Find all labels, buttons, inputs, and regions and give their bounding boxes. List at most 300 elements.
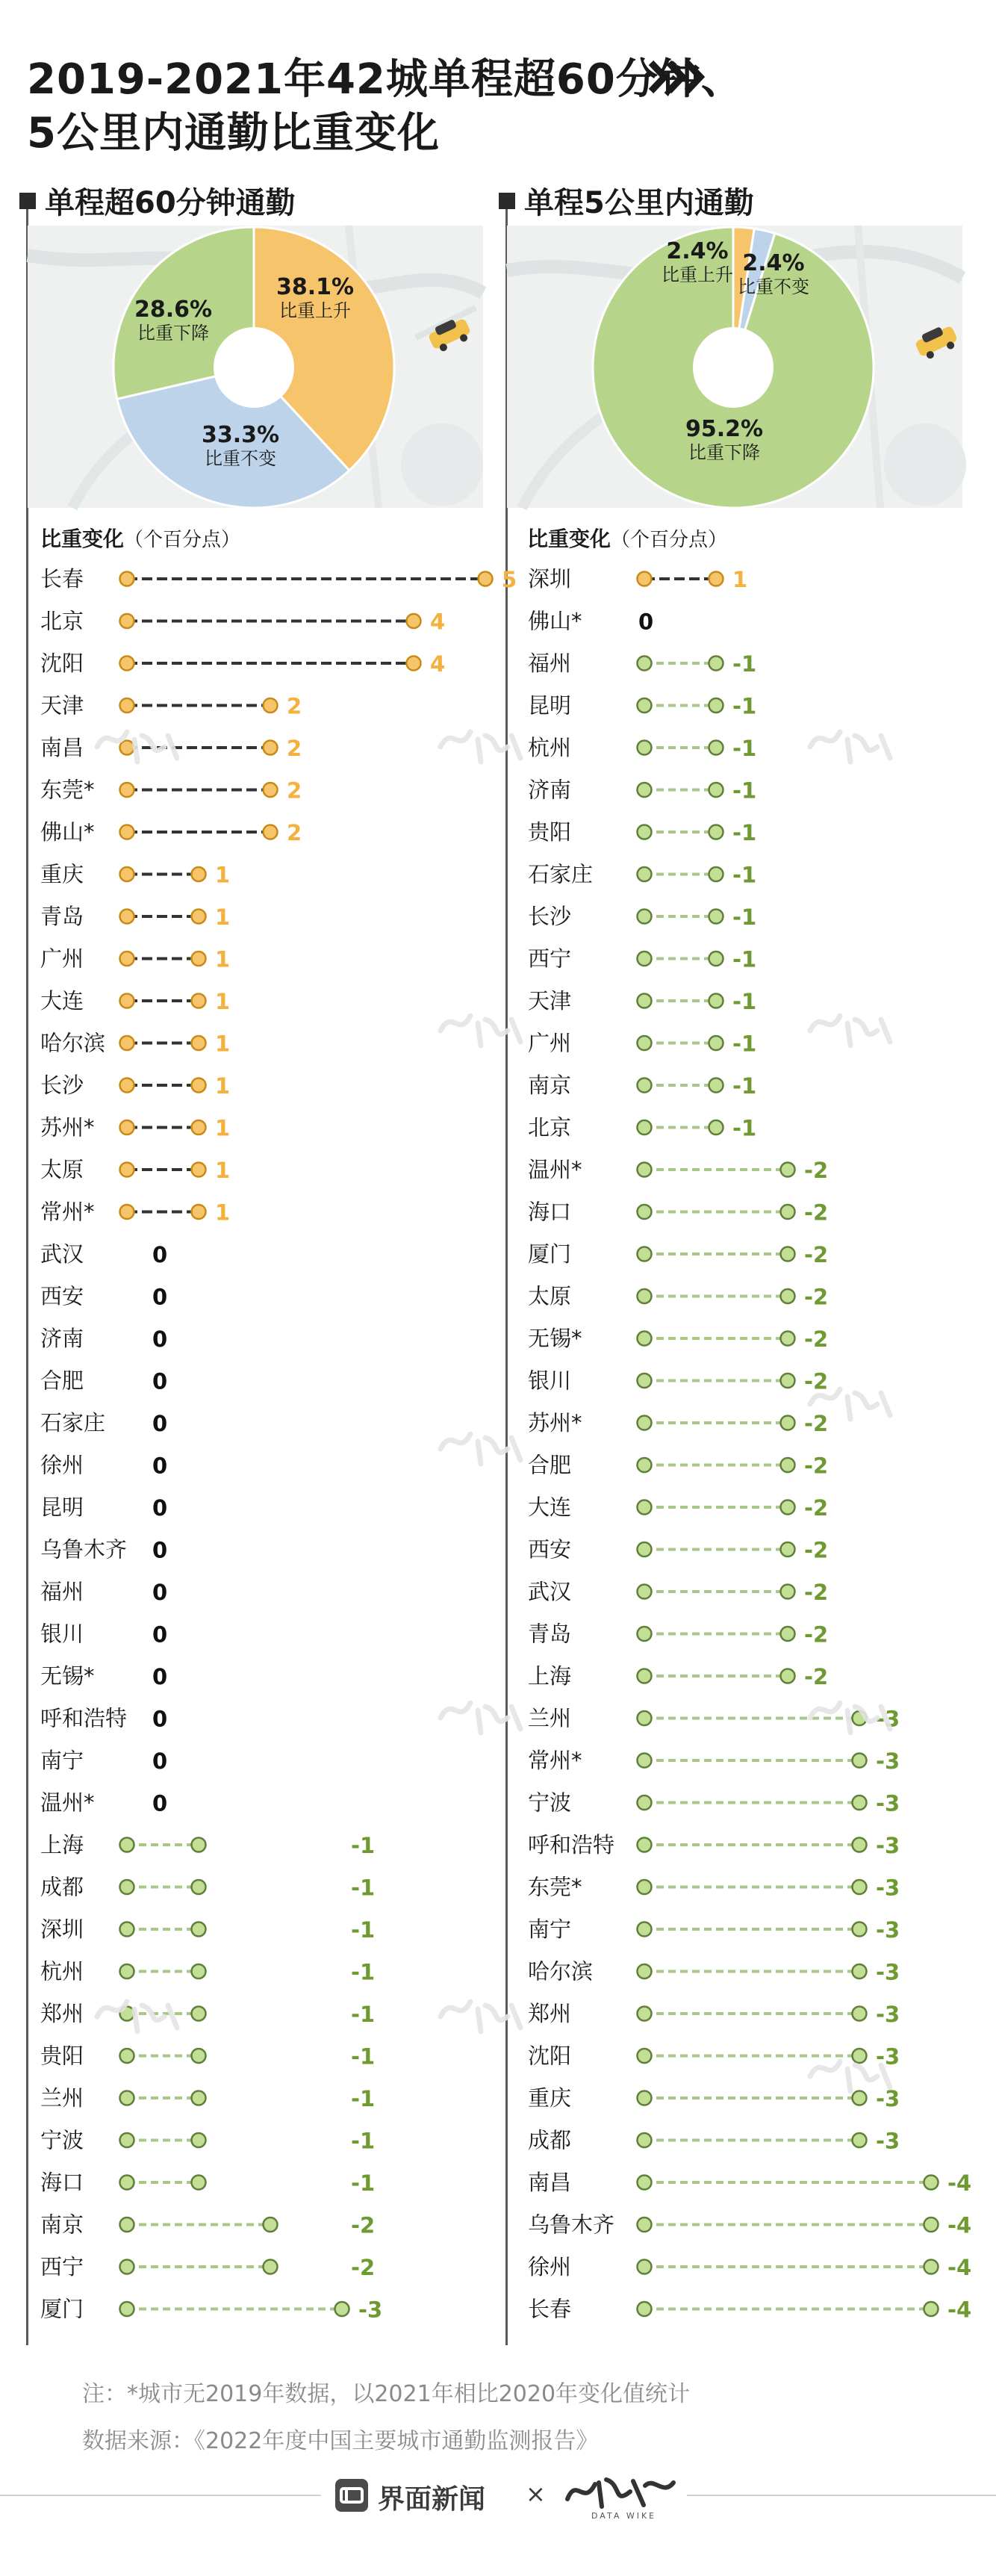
value-label: 0	[152, 1537, 168, 1563]
end-dot	[781, 1585, 795, 1599]
start-dot	[638, 1880, 652, 1894]
value-label: -1	[351, 2043, 376, 2070]
city-label: 北京	[528, 1114, 572, 1140]
start-dot	[638, 2133, 652, 2147]
value-label: -1	[351, 1833, 376, 1858]
end-dot	[479, 572, 493, 586]
value-label: 0	[152, 1326, 168, 1352]
end-dot	[781, 1416, 795, 1430]
start-dot	[638, 1289, 652, 1303]
start-dot	[638, 2176, 652, 2190]
city-label: 广州	[40, 946, 84, 972]
value-label: -1	[351, 1875, 376, 1901]
end-dot	[853, 2133, 867, 2147]
city-label: 昆明	[40, 1495, 84, 1520]
end-dot	[709, 741, 723, 755]
value-label: -2	[804, 1495, 829, 1521]
value-label: -1	[732, 862, 757, 888]
start-dot	[638, 1163, 652, 1177]
value-label: 1	[215, 1073, 231, 1099]
city-label: 青岛	[528, 1621, 572, 1647]
value-label: 0	[152, 1748, 168, 1774]
city-label: 长春	[40, 566, 84, 592]
value-label: 1	[215, 1115, 231, 1141]
start-dot	[120, 910, 134, 924]
value-label: 0	[638, 609, 654, 635]
start-dot	[638, 2049, 652, 2063]
value-label: 1	[732, 567, 748, 592]
start-dot	[120, 1922, 134, 1937]
city-label: 福州	[40, 1579, 84, 1604]
footer-rule-left	[0, 2495, 321, 2496]
city-label: 成都	[528, 2127, 572, 2153]
start-dot	[638, 1964, 652, 1978]
end-dot	[192, 1036, 206, 1050]
end-dot	[781, 1458, 795, 1472]
chevrons-icon	[648, 58, 708, 96]
start-dot	[638, 783, 652, 797]
start-dot	[638, 657, 652, 671]
brand-name: 界面新闻	[378, 2484, 486, 2515]
start-dot	[120, 2260, 134, 2274]
start-dot	[120, 614, 134, 628]
value-label: -3	[876, 2002, 900, 2027]
start-dot	[120, 657, 134, 671]
end-dot	[709, 572, 723, 586]
brand-separator: ×	[526, 2480, 546, 2508]
city-label: 福州	[528, 651, 572, 676]
start-dot	[638, 910, 652, 924]
right-dumbbell-chart	[498, 556, 996, 2327]
slice-category-label: 比重不变	[738, 276, 809, 297]
start-dot	[120, 867, 134, 881]
value-label: 1	[215, 1031, 231, 1057]
city-label: 南京	[528, 1073, 572, 1098]
city-label: 济南	[40, 1326, 84, 1351]
end-dot	[192, 2049, 206, 2063]
city-label: 东莞*	[528, 1874, 582, 1900]
end-dot	[853, 1754, 867, 1768]
title-line-2: 5公里内通勤比重变化	[27, 109, 440, 158]
end-dot	[192, 1922, 206, 1937]
start-dot	[638, 1078, 652, 1093]
start-dot	[638, 1500, 652, 1515]
value-label: -2	[804, 1537, 829, 1563]
change-label-text: 比重变化	[40, 527, 125, 551]
footnote: 注：*城市无2019年数据，以2021年相比2020年变化值统计	[82, 2381, 691, 2407]
city-label: 石家庄	[40, 1410, 106, 1436]
end-dot	[853, 2007, 867, 2021]
value-label: 0	[152, 1242, 168, 1267]
start-dot	[638, 1542, 652, 1557]
left-section-title: 单程超60分钟通勤	[45, 186, 296, 220]
value-label: -2	[351, 2212, 376, 2238]
end-dot	[781, 1669, 795, 1683]
start-dot	[638, 2091, 652, 2105]
value-label: 2	[287, 820, 302, 845]
city-label: 东莞*	[40, 777, 95, 803]
city-label: 南昌	[40, 735, 84, 760]
slice-category-label: 比重不变	[205, 448, 276, 469]
end-dot	[853, 2049, 867, 2063]
city-label: 温州*	[528, 1157, 582, 1182]
taxi-icon	[423, 315, 476, 353]
value-label: 4	[430, 651, 446, 677]
city-label: 南京	[40, 2212, 84, 2238]
start-dot	[638, 1205, 652, 1219]
value-label: 0	[152, 1284, 168, 1310]
city-label: 杭州	[40, 1958, 84, 1984]
left-section-marker	[19, 193, 36, 209]
end-dot	[853, 2091, 867, 2105]
start-dot	[120, 825, 134, 839]
change-unit-text: （个百分点）	[124, 529, 241, 551]
end-dot	[709, 825, 723, 839]
city-label: 天津	[40, 692, 84, 719]
value-label: -1	[351, 2086, 376, 2111]
start-dot	[120, 2176, 134, 2190]
start-dot	[638, 1120, 652, 1135]
value-label: 0	[152, 1453, 168, 1479]
city-label: 上海	[528, 1663, 572, 1689]
value-label: -1	[732, 1115, 757, 1141]
start-dot	[638, 1247, 652, 1261]
start-dot	[638, 698, 652, 713]
city-label: 温州*	[40, 1790, 95, 1816]
end-dot	[192, 1078, 206, 1093]
city-label: 合肥	[528, 1452, 572, 1478]
city-label: 贵阳	[528, 819, 572, 845]
end-dot	[264, 2217, 278, 2232]
value-label: -2	[804, 1284, 829, 1310]
start-dot	[638, 2302, 652, 2316]
city-label: 昆明	[528, 692, 572, 719]
value-label: -3	[876, 2128, 900, 2154]
value-label: -3	[876, 1875, 900, 1901]
end-dot	[781, 1627, 795, 1641]
end-dot	[192, 1838, 206, 1852]
city-label: 西宁	[40, 2254, 84, 2279]
city-label: 宁波	[40, 2127, 84, 2153]
city-label: 郑州	[40, 2001, 84, 2026]
value-label: -1	[732, 989, 757, 1014]
value-label: 0	[152, 1706, 168, 1732]
value-label: -3	[876, 2086, 900, 2111]
value-label: 0	[152, 1495, 168, 1521]
start-dot	[120, 1078, 134, 1093]
end-dot	[709, 698, 723, 713]
end-dot	[192, 867, 206, 881]
end-dot	[192, 1120, 206, 1135]
value-label: 2	[287, 693, 302, 719]
start-dot	[120, 572, 134, 586]
start-dot	[120, 1880, 134, 1894]
start-dot	[120, 1163, 134, 1177]
value-label: -1	[732, 1031, 757, 1057]
start-dot	[638, 1627, 652, 1641]
end-dot	[264, 2260, 278, 2274]
city-label: 深圳	[40, 1917, 84, 1942]
value-label: 1	[215, 862, 231, 888]
value-label: -1	[732, 946, 757, 972]
end-dot	[192, 994, 206, 1008]
city-label: 长沙	[528, 904, 572, 929]
end-dot	[924, 2260, 939, 2274]
value-label: -2	[804, 1621, 829, 1648]
value-label: -1	[351, 2002, 376, 2027]
start-dot	[120, 2091, 134, 2105]
end-dot	[781, 1500, 795, 1515]
value-label: -1	[732, 1073, 757, 1099]
value-label: 2	[287, 778, 302, 804]
end-dot	[264, 698, 278, 713]
city-label: 哈尔滨	[40, 1030, 106, 1056]
city-label: 呼和浩特	[528, 1832, 615, 1857]
value-label: -3	[876, 1790, 900, 1816]
end-dot	[407, 657, 421, 671]
city-label: 银川	[528, 1368, 572, 1394]
city-label: 西安	[528, 1536, 572, 1562]
taxi-icon	[910, 323, 962, 360]
start-dot	[638, 2007, 652, 2021]
end-dot	[924, 2302, 939, 2316]
value-label: -4	[947, 2170, 972, 2196]
jiemian-logo-icon	[334, 2478, 369, 2513]
value-label: 2	[287, 736, 302, 761]
slice-percent-label: 95.2%	[685, 416, 764, 442]
city-label: 兰州	[40, 2085, 84, 2111]
value-label: -2	[804, 1326, 829, 1352]
start-dot	[638, 994, 652, 1008]
end-dot	[709, 1036, 723, 1050]
start-dot	[638, 1416, 652, 1430]
city-label: 银川	[40, 1621, 84, 1647]
value-label: 0	[152, 1664, 168, 1689]
slice-percent-label: 28.6%	[134, 297, 213, 323]
slice-category-label: 比重下降	[137, 323, 209, 344]
end-dot	[781, 1542, 795, 1557]
footer-rule-right	[687, 2495, 996, 2496]
city-label: 佛山*	[40, 819, 95, 845]
city-label: 西宁	[528, 946, 572, 972]
end-dot	[192, 952, 206, 966]
value-label: -3	[876, 2043, 900, 2070]
value-label: 0	[152, 1790, 168, 1816]
value-label: -2	[804, 1580, 829, 1605]
end-dot	[709, 783, 723, 797]
value-label: 0	[152, 1368, 168, 1394]
city-label: 宁波	[528, 1790, 572, 1816]
value-label: -1	[732, 651, 757, 677]
start-dot	[120, 994, 134, 1008]
start-dot	[120, 783, 134, 797]
slice-percent-label: 2.4%	[666, 238, 729, 264]
city-label: 无锡*	[528, 1326, 582, 1351]
value-label: 1	[215, 946, 231, 972]
slice-percent-label: 38.1%	[276, 274, 355, 300]
right-section-title: 单程5公里内通勤	[524, 186, 754, 220]
city-label: 厦门	[528, 1241, 572, 1267]
start-dot	[638, 1374, 652, 1388]
city-label: 郑州	[528, 2001, 572, 2026]
city-label: 济南	[528, 777, 572, 803]
start-dot	[120, 952, 134, 966]
start-dot	[638, 572, 652, 586]
value-label: -4	[947, 2297, 972, 2323]
value-label: -3	[876, 1917, 900, 1943]
start-dot	[120, 1036, 134, 1050]
value-label: -3	[876, 1833, 900, 1858]
end-dot	[335, 2302, 349, 2316]
start-dot	[638, 741, 652, 755]
start-dot	[120, 2133, 134, 2147]
value-label: 0	[152, 1411, 168, 1436]
end-dot	[924, 2176, 939, 2190]
value-label: -1	[351, 2170, 376, 2196]
end-dot	[924, 2217, 939, 2232]
end-dot	[781, 1205, 795, 1219]
value-label: -1	[732, 778, 757, 804]
end-dot	[853, 1964, 867, 1978]
start-dot	[638, 867, 652, 881]
end-dot	[264, 783, 278, 797]
value-label: -1	[351, 1917, 376, 1943]
start-dot	[120, 741, 134, 755]
city-label: 厦门	[40, 2296, 84, 2322]
city-label: 合肥	[40, 1368, 84, 1394]
city-label: 青岛	[40, 904, 84, 929]
value-label: -2	[804, 1158, 829, 1183]
city-label: 沈阳	[528, 2043, 572, 2069]
end-dot	[192, 910, 206, 924]
value-label: -1	[351, 2128, 376, 2154]
start-dot	[120, 1838, 134, 1852]
city-label: 哈尔滨	[528, 1958, 594, 1984]
value-label: 1	[215, 1158, 231, 1183]
city-label: 长春	[528, 2296, 572, 2322]
city-label: 苏州*	[528, 1410, 582, 1436]
start-dot	[638, 1332, 652, 1346]
city-label: 长沙	[40, 1073, 84, 1098]
city-label: 太原	[528, 1283, 572, 1309]
end-dot	[781, 1289, 795, 1303]
city-label: 西安	[40, 1283, 84, 1309]
end-dot	[853, 1796, 867, 1810]
value-label: -3	[358, 2297, 383, 2323]
value-label: -4	[947, 2255, 972, 2280]
value-label: -1	[732, 693, 757, 719]
start-dot	[120, 2217, 134, 2232]
end-dot	[192, 1163, 206, 1177]
right-section-marker	[499, 193, 515, 209]
city-label: 兰州	[528, 1705, 572, 1731]
start-dot	[638, 825, 652, 839]
city-label: 海口	[528, 1199, 572, 1225]
city-label: 常州*	[528, 1748, 582, 1773]
start-dot	[120, 2049, 134, 2063]
start-dot	[638, 1036, 652, 1050]
value-label: 0	[152, 1580, 168, 1605]
city-label: 重庆	[528, 2085, 572, 2111]
city-label: 徐州	[40, 1452, 84, 1478]
end-dot	[781, 1163, 795, 1177]
value-label: 1	[215, 989, 231, 1014]
value-label: 5	[502, 567, 517, 592]
slice-percent-label: 2.4%	[742, 250, 805, 276]
start-dot	[638, 1711, 652, 1725]
value-label: -2	[804, 1368, 829, 1394]
value-label: -1	[351, 1959, 376, 1985]
value-label: -4	[947, 2212, 972, 2238]
left-change-label	[40, 523, 240, 553]
end-dot	[192, 2091, 206, 2105]
city-label: 苏州*	[40, 1114, 95, 1140]
city-label: 贵阳	[40, 2043, 84, 2069]
donut-hole	[693, 327, 774, 408]
right-change-label	[527, 523, 727, 553]
left-dumbbell-chart	[0, 556, 517, 2327]
city-label: 海口	[40, 2170, 84, 2195]
value-label: 1	[215, 1199, 231, 1226]
city-label: 武汉	[40, 1241, 84, 1267]
value-label: -2	[804, 1453, 829, 1479]
end-dot	[192, 1880, 206, 1894]
city-label: 常州*	[40, 1199, 95, 1225]
end-dot	[709, 952, 723, 966]
start-dot	[120, 1120, 134, 1135]
donut-hole	[214, 327, 294, 408]
start-dot	[638, 2217, 652, 2232]
value-label: -3	[876, 1748, 900, 1774]
city-label: 深圳	[528, 566, 572, 592]
city-label: 南昌	[528, 2170, 572, 2195]
title-line-1: 2019-2021年42城单程超60分钟、	[27, 55, 744, 104]
slice-category-label: 比重上升	[662, 264, 733, 285]
city-label: 徐州	[528, 2254, 572, 2279]
end-dot	[264, 825, 278, 839]
city-label: 成都	[40, 1874, 84, 1900]
value-label: 4	[430, 609, 446, 635]
start-dot	[638, 1922, 652, 1937]
start-dot	[638, 1458, 652, 1472]
city-label: 无锡*	[40, 1663, 95, 1689]
value-label: -1	[732, 904, 757, 930]
city-label: 上海	[40, 1832, 84, 1857]
slice-category-label: 比重下降	[688, 442, 760, 463]
city-label: 广州	[528, 1030, 572, 1056]
city-label: 天津	[528, 988, 572, 1014]
change-unit-text: （个百分点）	[611, 529, 728, 551]
start-dot	[638, 1585, 652, 1599]
data-wike-logo	[561, 2469, 681, 2521]
end-dot	[192, 2133, 206, 2147]
value-label: -3	[876, 1959, 900, 1985]
start-dot	[120, 1964, 134, 1978]
end-dot	[781, 1247, 795, 1261]
end-dot	[709, 1120, 723, 1135]
city-label: 重庆	[40, 861, 84, 887]
value-label: -1	[732, 820, 757, 845]
city-label: 南宁	[528, 1917, 572, 1942]
start-dot	[638, 1754, 652, 1768]
end-dot	[709, 994, 723, 1008]
city-label: 佛山*	[528, 608, 582, 634]
city-label: 乌鲁木齐	[528, 2212, 615, 2238]
city-label: 石家庄	[528, 861, 594, 887]
change-label-text: 比重变化	[527, 527, 611, 551]
start-dot	[120, 2007, 134, 2021]
city-label: 呼和浩特	[40, 1705, 128, 1731]
